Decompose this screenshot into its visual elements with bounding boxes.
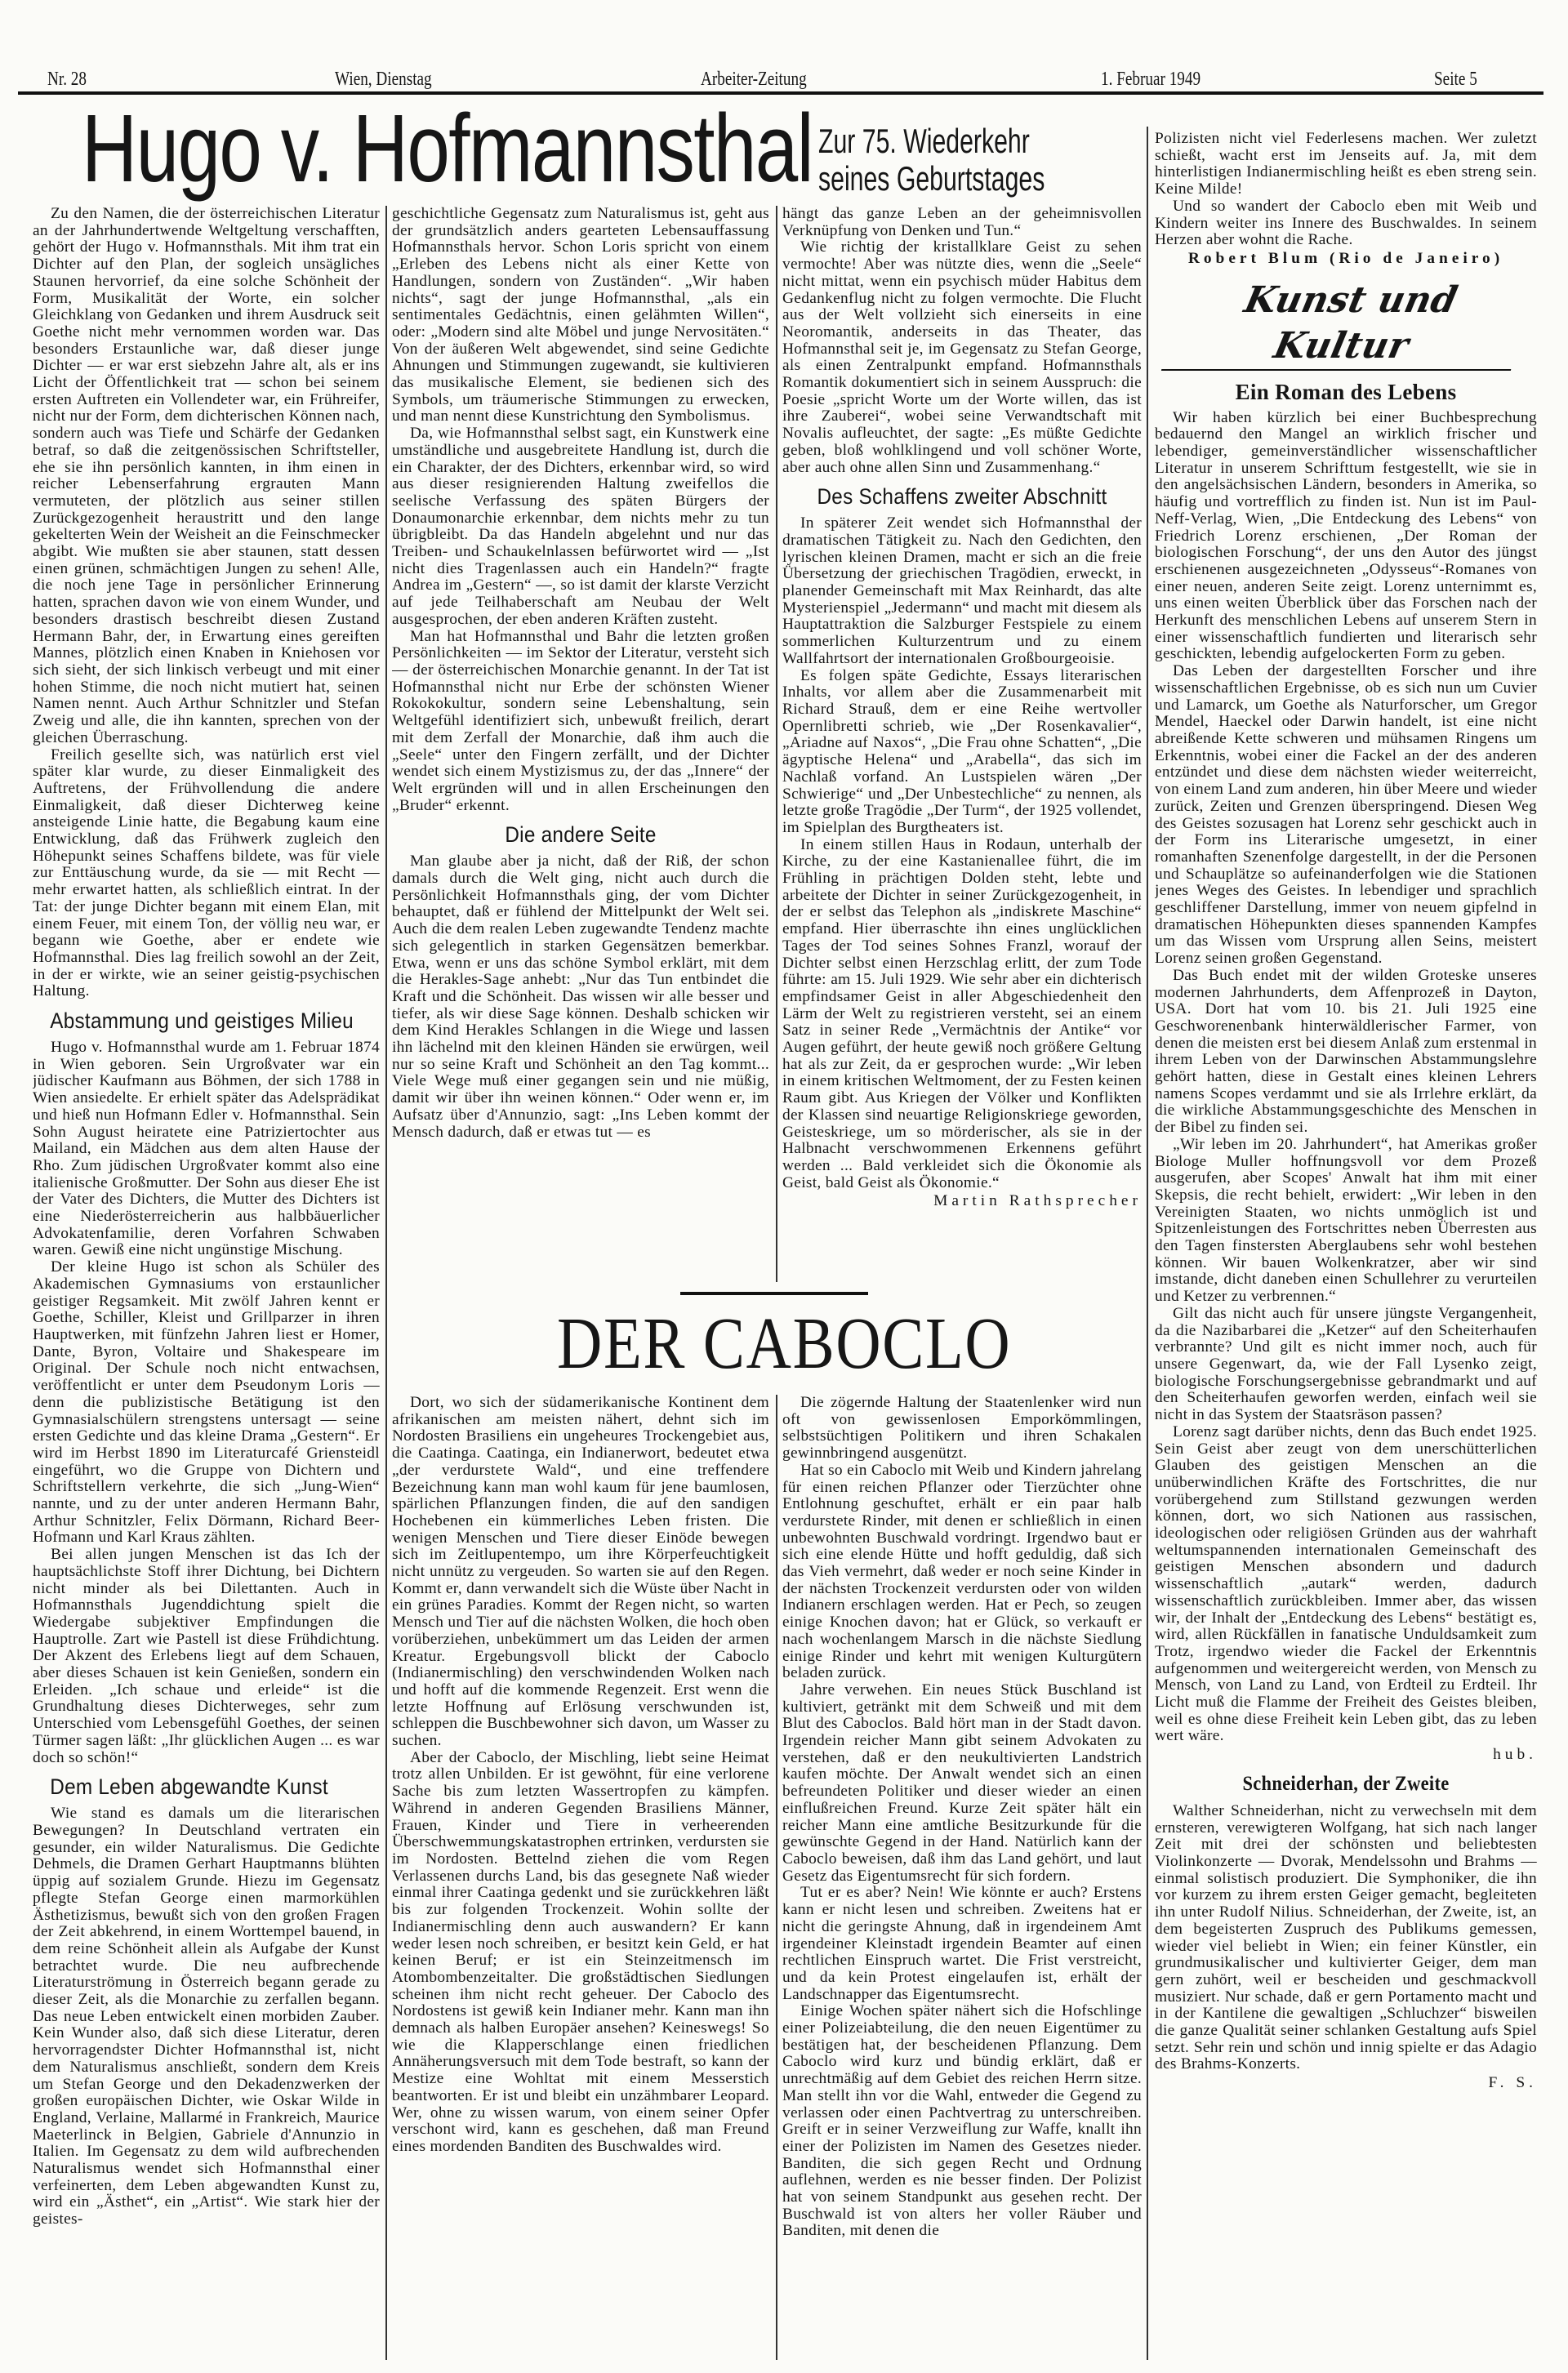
article-column-3 <box>782 206 1142 1271</box>
subheading-abgewandt: Dem Leben abgewandte Kunst <box>50 1774 328 1800</box>
article-column-4 <box>1155 131 1537 2364</box>
author-signature: Robert Blum (Rio de Janeiro) <box>1187 249 1504 267</box>
issue-date: 1. Februar 1949 <box>1101 69 1201 90</box>
column-rule <box>776 206 777 1282</box>
paragraph: „Wir leben im 20. Jahrhundert“, hat Amerikas großer Biologe Muller hoffnungsvoll vor dem Prozeß ausgerufen, aber Scopes' Anwalt hat ihm mit einer Skepsis, die recht behielt, erwidert: „Wir leben in den Vereinigten Staaten, wo nichts unmöglich ist und Spitzenleistungen des Fortschrittes neben Überresten aus den Tagen finstersten Aberglaubens sehr wohl bestehen können. Wir bauen Wolkenkratzer, aber wir sind imstande, dicht daneben einen Schullehrer zu verurteilen und Ketzer zu verbrennen.“ <box>1155 1135 1537 1306</box>
paragraph: Der kleine Hugo ist schon als Schüler des Akademischen Gymnasiums von erstaunlicher geistiger Regsamkeit. Mit zwölf Jahren kennt er Goethe, Schiller, Kleist und Grillparzer in ihren Hauptwerken, mit fünfzehn Jahren liest er Homer, Dante, Byron, Voltaire und Shakespeare im Original. Der Schule noch nicht entwachsen, veröffentlicht er unter dem Pseudonym Loris — denn die publizistische Betätigung ist den Gymnasialschülern strengstens untersagt — seine ersten Gedichte und das kleine Drama „Gestern“. Er wird im Herbst 1890 im Literaturcafé Griensteidl eingeführt, wo die Gruppe von Dichtern und Schriftstellern verkehrte, die sich „Jung-Wien“ nannte, und zu der unter anderen Hermann Bahr, Arthur Schnitzler, Felix Dörmann, Richard Beer-Hofmann und Karl Kraus zählten. <box>33 1258 380 1547</box>
heading-schneiderhan: Schneiderhan, der Zweite <box>1242 1772 1450 1795</box>
paragraph: Freilich gesellte sich, was natürlich erst viel später klar wurde, zu dieser Einmaligkeit des Auftretens, der Frühvollendung die andere Einmaligkeit, daß dieser Dichterweg keine ansteigende Linie hatte, die Begabung kaum eine Entwicklung, daß das Frühwerk zugleich den Höhepunkt seines Schaffens bildete, was für viele zur Enttäuschung wurde, da sie — mit Recht — mehr erwartet hatten, als schließlich eintrat. In der Tat: der junge Dichter begann mit einem Elan, mit einem Feuer, mit einem Ton, der völlig neu war, er begann wie Goethe, aber er endete wie Hofmannsthal. Dies lag freilich sowohl an der Zeit, in der er wirkte, wie an seiner geistig-psychischen Haltung. <box>33 746 380 1000</box>
paragraph: Das Buch endet mit der wilden Groteske unseres modernen Jahrhunderts, dem Affenprozeß in Dayton, USA. Dort hat vom 10. bis 21. Juli 1925 eine Geschworenenbank hinterwäldlerischer Farmer, von denen die meisten erst bei diesem Anlaß zum erstenmal in ihrem Leben von der Darwinschen Abstammungslehre gehört hatten, diese in Gestalt eines kleinen Lehrers namens Scopes verdammt und sie als Irrlehre erklärt, da die wirkliche Abstammungsgeschichte des Menschen in der Bibel zu finden sei. <box>1155 966 1537 1137</box>
paragraph: Polizisten nicht viel Federlesens machen. Wer zuletzt schießt, wacht erst im Jenseits auf. Ja, mit dem hinterlistigen Indianermischling heißt es eben streng sein. Keine Milde! <box>1155 131 1537 198</box>
author-signature: Martin Rathsprecher <box>933 1192 1142 1210</box>
paragraph: In einem stillen Haus in Rodaun, unterhalb der Kirche, zu der eine Kastanienallee führt, die im Frühling in prächtigen Dolden steht, lebte und arbeitete der Dichter in seiner Zurückgezogenheit, in der er selbst das Telephon als „indiskrete Maschine“ empfand. Hier überraschte ihn eines unglücklichen Tages der Tod seines Sohnes Franzl, worauf der Dichter selbst einen Herzschlag erlitt, der zum Tode führte: am 15. Juli 1929. Wie sehr aber ein dichterisch empfindsamer Geist in aller Abgeschiedenheit den Lärm der Welt zu registrieren versteht, sei an einem Satz in seiner Rede „Vermächtnis der Antike“ vor Augen geführt, der heute gewiß noch größere Geltung hat als zur Zeit, da er gesprochen wurde: „Wir leben in einem kritischen Weltmoment, der zu Festen keinen Raum gibt. Aus Kriegen der Völker und Konflikten der Klassen sind neuartige Religionskriege geworden, Geisteskriege, um so mörderischer, als sie in der Halbnacht verschwommenen Erkennens geführt werden ... Bald verkleidet sich die Ökonomie als Geist, bald Geist als Ökonomie.“ <box>782 835 1142 1191</box>
paragraph: Da, wie Hofmannsthal selbst sagt, ein Kunstwerk eine umständliche und ausgebreitete Handlung ist, durch die ein Charakter, der des Dichters, erkennbar wird, so wird aus dieser resignierenden Haltung zweifellos die seelische Verfassung des späten Bürgers der Donaumonarchie erkennbar, dem nichts mehr zu tun übrigbleibt. Da das Handeln abgelehnt und nur das Treiben- und Schaukelnlassen befürwortet wird — „Ist nicht dies Tragenlassen auch ein Handeln?“ fragte Andrea im „Gestern“ —, so ist damit der klarste Verzicht auf jede Teilhaberschaft am Neubau der Welt ausgesprochen, der eben anderen Kräften zusteht. <box>392 425 769 628</box>
article-column-1 <box>33 206 380 2366</box>
paragraph: Wir haben kürzlich bei einer Buchbesprechung bedauernd den Mangel an wirklich frischer und lebendiger, gemeinverständlicher wissenschaftlicher Literatur in unserem Schrifttum festgestellt, wie sie in den angelsächsischen Ländern, besonders in Amerika, so häufig und vortrefflich zu finden ist. Nun ist im Paul-Neff-Verlag, Wien, „Die Entdeckung des Lebens“ von Friedrich Lorenz erschienen, „Der Roman der biologischen Forschung“, der uns den Autor des jüngst erschienenen ausgezeichneten „Odysseus“-Romanes von einer neuen, anderen Seite zeigt. Lorenz unternimmt es, uns einen weiten Überblick über das Forschen nach der Herkunft des menschlichen Lebens auf unserem Stern in einer wissenschaftlich fundierten und literarisch sehr geschickten, lebendig aufgelockerten Form zu geben. <box>1155 408 1537 663</box>
author-signature: hub. <box>1493 1746 1537 1764</box>
section-title-kunst-und-kultur: Kunst und Kultur <box>1161 278 1530 371</box>
paragraph: Man hat Hofmannsthal und Bahr die letzten großen Persönlichkeiten — im Sektor der Literatur, versteht sich — der österreichischen Monarchie genannt. In der Tat ist Hofmannsthal nicht nur Erbe der schönsten Wiener Rokokokultur, sondern seine Lebenshaltung, sein Weltgefühl identifiziert sich, unbewußt freilich, derart mit dem Zerfall der Monarchie, daß ihm auch die „Seele“ unter den Fingern zerfällt, und der Dichter wendet sich einem Mystizismus zu, der das „Innere“ der Welt ergründen will und in allen Erscheinungen den „Bruder“ erkennt. <box>392 627 769 814</box>
subheading-abstammung: Abstammung und geistiges Milieu <box>50 1008 354 1034</box>
paragraph: Hugo v. Hofmannsthal wurde am 1. Februar 1874 in Wien geboren. Sein Urgroßvater war ein jüdischer Kaufmann aus Böhmen, der sich 1788 in Wien ansiedelte. Er erhielt später das Adelsprädikat und hieß nun Hofmann Edler v. Hofmannsthal. Sein Sohn August heiratete eine Patriziertochter aus Mailand, ein Mädchen aus dem alten Hause der Rho. Zum jüdischen Urgroßvater kommt also eine italienische Großmutter. Der Sohn aus dieser Ehe ist der Vater des Dichters, die Mutter des Dichters ist eine Niederösterreicherin aus halbbäuerlicher Advokatenfamilie, deren Vorfahren Schwaben waren. Gewiß eine nicht ungünstige Mischung. <box>33 1039 380 1259</box>
paragraph: Und so wandert der Caboclo eben mit Weib und Kindern weiter ins Innere des Buschwaldes. In seinem Herzen aber wohnt die Rache. <box>1155 197 1537 249</box>
paragraph: In späterer Zeit wendet sich Hofmannsthal der dramatischen Tätigkeit zu. Nach den Gedichten, den lyrischen kleinen Dramen, macht er sich an die freie Übersetzung der griechischen Tragödien, erweckt, in planender Gemeinschaft mit Max Reinhardt, das alte Mysterienspiel „Jedermann“ und macht mit diesem als Hauptattraktion die Salzburger Festspiele zu einem sommerlichen Kulturzentrum und zu einem Wallfahrtsort der internationalen Großbourgeoisie. <box>782 514 1142 667</box>
paragraph: Gilt das nicht auch für unsere jüngste Vergangenheit, da die Nazibarbarei die „Ketzer“ auf den Scheiterhaufen verbrannte? Und gilt es nicht immer noch, auch für unsere Gegenwart, da, wie der Fall Lysenko zeigt, biologische Forschungsergebnisse gebrandmarkt und auf den Scheiterhaufen geworfen werden, einfach weil sie nicht in das System der Staatsräson passen? <box>1155 1304 1537 1424</box>
paragraph: geschichtliche Gegensatz zum Naturalismus ist, geht aus der grundsätzlich anders gearteten Lebensauffassung Hofmannsthals hervor. Schon Loris spricht von einem „Erleben des Lebens nicht als einer Kette von Handlungen, sondern von Zuständen“. „Wir haben nichts“, sagt der junge Hofmannsthal, „als ein sentimentales Gedächtnis, einen gelähmten Willen“, oder: „Modern sind alte Möbel und junge Nervositäten.“ Von der äußeren Welt abgewendet, sind seine Gedichte Ahnungen und Stimmungen zugewandt, sie kultivieren das musikalische Element, sie bedienen sich des Symbols, um träumerische Stimmungen zu erwecken, und man nennt diese Kunstrichtung den Symbolismus. <box>392 206 769 425</box>
paragraph: Dort, wo sich der südamerikanische Kontinent dem afrikanischen am meisten nähert, dehnt sich im Nordosten Brasiliens ein ungeheures Trockengebiet aus, die Caatinga. Caatinga, ein Indianerwort, bedeutet etwa „der verdurstete Wald“, und eine treffendere Bezeichnung kann man wohl kaum für jene baumlosen, spärlichen Pflanzungen finden, die auf den sandigen Hochebenen ein kümmerliches Leben fristen. Die wenigen Menschen und Tiere dieser Einöde bewegen sich im Zeitlupentempo, um ihre Körperfeuchtigkeit nicht unnütz zu vergeuden. So warten sie auf den Regen. Kommt er, dann verwandelt sich die Wüste über Nacht in ein grünes Paradies. Kommt der Regen nicht, so warten Mensch und Tier auf die nächsten Wolken, die hoch oben vorüberziehen, unbekümmert um das Leiden der armen Kreatur. Ergebungsvoll blickt der Caboclo (Indianermischling) den verschwindenden Wolken nach und hofft auf die kommende Regenzeit. Erst wenn die letzte Hoffnung auf Erlösung verschwunden ist, schleppen die Buschbewohner sich davon, um Wasser zu suchen. <box>392 1395 769 1750</box>
paragraph: Man glaube aber ja nicht, daß der Riß, der schon damals durch die Welt ging, nicht auch durch die Persönlichkeit Hofmannsthals ging, der vom Dichter behauptet, daß er fühlend der Mittelpunkt der Welt sei. Auch die dem realen Leben zugewandte Tendenz machte sich gelegentlich in starken Gegensätzen bemerkbar. Etwa, wenn er uns das schöne Symbol erklärt, mit dem die Herakles-Sage anhebt: „Nur das Tun entbindet die Kraft und die Schönheit. Das wissen wir alle besser und tiefer, als wir diese Sage können. Deshalb schicken wir dem Kind Herakles Schlangen in die Wiege und lassen ihn lächelnd mit den kleinen Händen sie erwürgen, weil nur so seine Kraft und Schönheit an den Tag kommt... Viele Wege muß einer gegangen sein und nie müßig, damit wir über ihn weinen können.“ Oder wenn er, im Aufsatz über d'Annunzio, sagt: „Ins Leben kommt der Mensch dadurch, daß er etwas tut — es <box>392 853 769 1141</box>
subtitle-line-2: seines Geburtstages <box>818 159 1045 198</box>
paragraph: hängt das ganze Leben an der geheimnisvollen Verknüpfung von Denken und Tun.“ <box>782 206 1142 239</box>
caboclo-column-2 <box>392 1395 769 2360</box>
subheading-andere-seite: Die andere Seite <box>505 822 657 848</box>
newspaper-name: Arbeiter-Zeitung <box>701 69 807 90</box>
paragraph: Es folgen späte Gedichte, Essays literarischen Inhalts, vor allem aber die Zusammenarbeit mit Richard Strauß, dem er eine Reihe wertvoller Opernlibretti schrieb, wie „Der Rosenkavalier“, „Ariadne auf Naxos“, „Die Frau ohne Schatten“, „Die ägyptische Helena“ und „Arabella“, das sich im Nachlaß vorfand. An Lustspielen wären „Der Schwierige“ und „Der Unbestechliche“ zu nennen, als letzte große Tragödie „Der Turm“, der 1925 vollendet, im Spielplan des Burgtheaters ist. <box>782 666 1142 836</box>
subtitle-line-1: Zur 75. Wiederkehr <box>818 122 1030 160</box>
column-rule <box>1147 127 1148 2360</box>
paragraph: Hat so ein Caboclo mit Weib und Kindern jahrelang für einen reichen Pflanzer oder Tierzüchter ohne Entlohnung geschuftet, erhält er ein paar halb verdurstete Rinder, mit denen er schließlich in einen unbewohnten Buschwald vordringt. Irgendwo baut er sich eine elende Hütte und hofft geduldig, daß sich das Vieh vermehrt, daß weder er noch seine Kinder in der nächsten Trockenzeit verdursten oder von wilden Indianern erschlagen werden. Hat er Pech, so zeugen einige Knochen davon; hat er Glück, so verkauft er nach wochenlangem Marsch in die nächste Siedlung einige Rinder und kehrt mit wenigen Kulturgütern beladen zurück. <box>782 1461 1142 1682</box>
separator-rule <box>680 1292 868 1295</box>
place-day: Wien, Dienstag <box>335 69 432 90</box>
article-column-2 <box>392 206 769 1271</box>
paragraph: Wie stand es damals um die literarischen Bewegungen? In Deutschland vertraten ein gesunder, ein wilder Naturalismus. Die Gedichte Dehmels, die Dramen Gerhart Hauptmanns blühten üppig auf sozialem Grunde. Hiezu im Gegensatz pflegte Stefan George einen marmorkühlen Ästhetizismus, bewußt sich von den großen Fragen der Zeit abkehrend, in einem Worttempel bauend, in dem reine Schönheit allein als Aufgabe der Kunst betrachtet wurde. Die neu aufbrechende Literaturströmung in Österreich begann gerade zu dieser Zeit, als die Monarchie zu zerfallen begann. Das neue Leben entwickelt einen morbiden Zauber. Kein Wunder also, daß sich diese Literatur, deren hervorragendster Dichter Hofmannsthal ist, nicht dem Naturalismus anschließt, sondern dem Kreis um Stefan George und den Dekadenzwerken der großen europäischen Dichter, wie Oskar Wilde in England, Verlaine, Mallarmé in Frankreich, Maurice Maeterlinck in Belgien, Gabriele d'Annunzio in Italien. Im Gegensatz zu dem wild aufbrechenden Naturalismus wendet sich Hofmannsthal einer verfeinerten, dem Leben abgewandten Kunst zu, wird ein „Ästhet“, ein „Artist“. Wie stark hier der geistes- <box>33 1805 380 2228</box>
paragraph: Aber der Caboclo, der Mischling, liebt seine Heimat trotz allen Unbilden. Er ist gewöhnt, für eine verlorene Sache bis zum letzten Wassertropfen zu kämpfen. Während in anderen Gegenden Brasiliens Männer, Frauen, Kinder und Tiere in verheerenden Überschwemmungskatastrophen ertrinken, verdursten sie im Nordosten. Bettelnd ziehen die vom Regen Verlassenen durchs Land, bis das gesegnete Naß wieder einmal ihrer Caatinga gedenkt und sie zurückkehren läßt bis zur folgenden Trockenzeit. Wohin sollte der Indianermischling denn auch auswandern? Er kann weder lesen noch schreiben, er besitzt kein Geld, er hat keinen Beruf; er ist ein Steinzeitmensch im Atombombenzeitalter. Die großstädtischen Siedlungen scheinen ihm nicht recht geheuer. Der Caboclo des Nordostens ist gewiß kein Indianer mehr. Kann man ihn demnach als halben Europäer ansehen? Keineswegs! So wie die Klapperschlange einen friedlichen Annäherungsversuch mit dem Tode bestraft, so kann der Mestize eine Wohltat mit einem Messerstich beantworten. Er ist und bleibt ein unzähmbarer Leopard. Wer, ohne zu wissen warum, von einem seiner Opfer verschont wird, kann es geschehen, daß man Freund eines mordenden Banditen des Buschwaldes wird. <box>392 1748 769 2155</box>
paragraph: Tut er es aber? Nein! Wie könnte er auch? Erstens kann er nicht lesen und schreiben. Zweitens hat er nicht die geringste Ahnung, daß in irgendeinem Amt irgendeiner Kleinstadt irgendein Beamter auf einen rechtlichen Einspruch wartet. Die Frist verstreicht, und da kein Protest eingelaufen ist, erhält der Landschnapper das Eigentumsrecht. <box>782 1884 1142 2003</box>
headline-caboclo: DER CABOCLO <box>557 1303 1012 1384</box>
caboclo-column-3 <box>782 1395 1142 2360</box>
paragraph: Walther Schneiderhan, nicht zu verwechseln mit dem ernsteren, verewigteren Wolfgang, hat sich nach langer Zeit mit drei der schönsten und beliebtesten Violinkonzerte — Dvorak, Mendelssohn und Brahms — einmal solistisch produziert. Die Symphoniker, die ihn vor kurzem zu ihrem ersten Geiger gemacht, begleiteten ihn unter Rudolf Nilius. Schneiderhan, der Zweite, ist, an dem begeisterten Zuspruch des Publikums gemessen, wieder viel beliebt in Wien; ein feiner Künstler, ein grundmusikalischer und kultivierter Geiger, dem man gern zuhört, weil er bescheiden und geschmackvoll musiziert. Nur schade, daß er gern Portamento macht und in der Kantilene die gewaltigen „Schluchzer“ bisweilen die ganze Qualität seiner schlanken Gestaltung aufs Spiel setzt. Sehr rein und schön und innig spielte er das Adagio des Brahms-Konzerts. <box>1155 1801 1537 2073</box>
headline-subtitle <box>818 122 1045 198</box>
author-signature: F. S. <box>1488 2074 1537 2092</box>
subheading-schaffens: Des Schaffens zweiter Abschnitt <box>817 484 1107 510</box>
column-rule <box>776 1395 777 2360</box>
paragraph: Die zögernde Haltung der Staatenlenker wird nun oft von gewissenlosen Emporkömmlingen, selbstsüchtigen Politikern und ihren Schakalen gewinnbringend ausgenützt. <box>782 1395 1142 1463</box>
paragraph: Zu den Namen, die der österreichischen Literatur an der Jahrhundertwende Weltgeltung verschafften, gehört der Hugo v. Hofmannsthals. Mit ihm trat ein Dichter auf den Plan, der sogleich unsägliches Staunen hervorrief, da eine solche Schönheit der Form, Musikalität der Worte, ein solcher Gleichklang von Gedanken und ihrem Ausdruck seit Goethe nicht mehr vernommen worden war. Das besonders Erstaunliche war, daß dieser junge Dichter — er war erst siebzehn Jahre alt, als er ins Licht der Öffentlichkeit trat — schon bei seinem ersten Auftreten ein Vollendeter war, ein Frühreifer, nicht nur der Form, dem dichterischen Können nach, sondern auch was Tiefe und Schärfe der Gedanken betraf, so daß die zeitgenössischen Schriftsteller, ehe sie ihn persönlich kannten, in ihm einen in reicher Lebenserfahrung ergrauten Mann vermuteten, der plötzlich aus seiner stillen Zurückgezogenheit heraustritt und den lange gekelterten Wein der Weisheit an die Feinschmecker abgibt. Wie mußten sie aber staunen, statt dessen einen grünen, schmächtigen Jungen zu sehen! Alle, die noch jene Tage in persönlicher Erinnerung hatten, sprachen davon wie von einem Wunder, und besonders drastisch beschreibt diesen Zustand Hermann Bahr, der, in Erwartung eines gereiften Mannes, plötzlich einen Knaben in Kniehosen vor sich sieht, der sich linkisch verbeugt und mit einer hohen Stimme, die noch nicht mutiert hat, seinen Namen nennt. Auch Arthur Schnitzler und Stefan Zweig und alle, die ihn kannten, sprechen von der gleichen Überraschung. <box>33 206 380 746</box>
page-number: Seite 5 <box>1434 69 1477 90</box>
headline-hofmannsthal: Hugo v. Hofmannsthal <box>82 95 813 203</box>
heading-roman-des-lebens: Ein Roman des Lebens <box>1235 379 1457 404</box>
paragraph: Das Leben der dargestellten Forscher und ihre wissenschaftlichen Ergebnisse, ob es sich nun um Cuvier und Lamarck, um Goethe als Naturforscher, um Gregor Mendel, Haeckel oder Darwin handelt, ist eine nicht abreißende Kette schweren und mühsamen Ringens um Erkenntnis, wobei einer die Fackel an der des anderen entzündet und diese dem nächsten wieder weiterreicht, von einem Land zum anderen, hin über Meere und wieder zurück, Zeiten und Grenzen überspringend. Diesen Weg des Geistes sozusagen hat Lorenz sehr geschickt auch in der Form ins Literarische umgesetzt, in einer romanhaften Szenenfolge dargestellt, in der die Personen und Schauplätze so aufeinanderfolgen wie die Stationen jenes Weges des Geistes. In lebendiger und sprachlich geschliffener Darstellung, immer von neuem gipfelnd in dramatischen Höhepunkten dieses spannenden Kampfes um das Wissen vom Ursprung allen Seins, meistert Lorenz seinen großen Gegenstand. <box>1155 662 1537 968</box>
issue-number: Nr. 28 <box>47 69 87 90</box>
paragraph: Wie richtig der kristallklare Geist zu sehen vermochte! Aber was nützte dies, wenn die „Seele“ nicht mittat, wenn ein psychisch müder Habitus dem Gedankenflug nicht zu folgen vermochte. Die Flucht aus der Welt vollzieht sich einerseits in eine Neoromantik, anderseits in das Theater, das Hofmannsthal seit je, im Gegensatz zu Stefan George, als einen Zentralpunkt empfand. Hofmannsthals Romantik dokumentiert sich in seinem Ausspruch: die Poesie „spricht Worte um der Worte willen, das ist ihre Zauberei“, wobei seine Verwandtschaft mit Novalis aufleuchtet, der sagte: „Es müßte Gedichte geben, bloß wohlklingend und voll schöner Worte, aber auch ohne allen Sinn und Zusammenhang.“ <box>782 238 1142 476</box>
paragraph: Bei allen jungen Menschen ist das Ich der hauptsächlichste Stoff ihrer Dichtung, bei Dichtern nicht minder als bei Dilettanten. Auch in Hofmannsthals Jugenddichtung spielt die Wiedergabe subjektiver Empfindungen die Hauptrolle. Zart wie Pastell ist diese Frühdichtung. Der Akzent des Erlebens liegt auf dem Schauen, aber dieses Schauen ist kein Genießen, sondern ein Erleiden. „Ich schaue und erleide“ ist die Grundhaltung dieses Dichterweges, sehr zum Unterschied vom Lebensgefühl Goethes, der seinen Türmer sagen läßt: „Ihr glücklichen Augen ... es war doch so schön!“ <box>33 1546 380 1766</box>
paragraph: Jahre verwehen. Ein neues Stück Buschland ist kultiviert, getränkt mit dem Schweiß und mit dem Blut des Caboclos. Bald hört man in der Stadt davon. Irgendein reicher Mann gibt seinem Advokaten zu verstehen, daß er den neukultivierten Landstrich kaufen möchte. Der Anwalt wendet sich an einen befreundeten Politiker und dieser wieder an einen einflußreichen Freund. Kurze Zeit später hält ein reicher Mann eine amtliche Besitzurkunde für die gewünschte Gegend in der Hand. Natürlich kann der Caboclo beweisen, daß ihm das Land gehört, und laut Gesetz das Eigentumsrecht für sich fordern. <box>782 1681 1142 1885</box>
paragraph: Lorenz sagt darüber nichts, denn das Buch endet 1925. Sein Geist aber zeugt von dem unerschütterlichen Glauben des geistigen Menschen an die unüberwindlichen Kräfte des Fortschrittes, die nur vorübergehend zum Stillstand gezwungen werden können, dort, wo sich Nationen aus rassischen, ideologischen oder religiösen Gründen aus der wahrhaft weltumspannenden internationalen Gemeinschaft des geistigen Menschen absondern und dadurch wissenschaftlich „autark“ werden, dadurch wissenschaftlich zurückbleiben. Immer aber, das wissen wir, der Inhalt der „Entdeckung des Lebens“ bestätigt es, wird, allen Rückfällen in fanatische Unduldsamkeit zum Trotz, irgendwo wieder die Fackel der Erkenntnis aufgenommen und weitergereicht werden, von Mensch zu Mensch, von Land zu Land, von Erdteil zu Erdteil. Ihr Licht muß die Flamme der Freiheit des Geistes bleiben, weil es ohne diese Freiheit kein Leben gibt, das zu leben wert wäre. <box>1155 1422 1537 1745</box>
paragraph: Einige Wochen später nähert sich die Hofschlinge einer Polizeiabteilung, die den neuen Eigentümer zu bestätigen hat, der bescheidenen Pflanzung. Dem Caboclo wird kurz und bündig erklärt, daß er unrechtmäßig auf dem Gebiet des reichen Herrn sitze. Man stellt ihn vor die Wahl, entweder die Gegend zu verlassen oder einen Pachtvertrag zu unterschreiben. Greift er in seiner Verzweiflung zur Waffe, knallt ihn einer der Polizisten im Namen des Gesetzes nieder. Banditen, die sich gegen Recht und Ordnung auflehnen, werden es nie besser finden. Der Polizist hat von seinem Standpunkt aus gesehen recht. Der Buschwald ist von alters her voller Räuber und Banditen, mit denen die <box>782 2002 1142 2240</box>
column-rule <box>385 206 387 2360</box>
